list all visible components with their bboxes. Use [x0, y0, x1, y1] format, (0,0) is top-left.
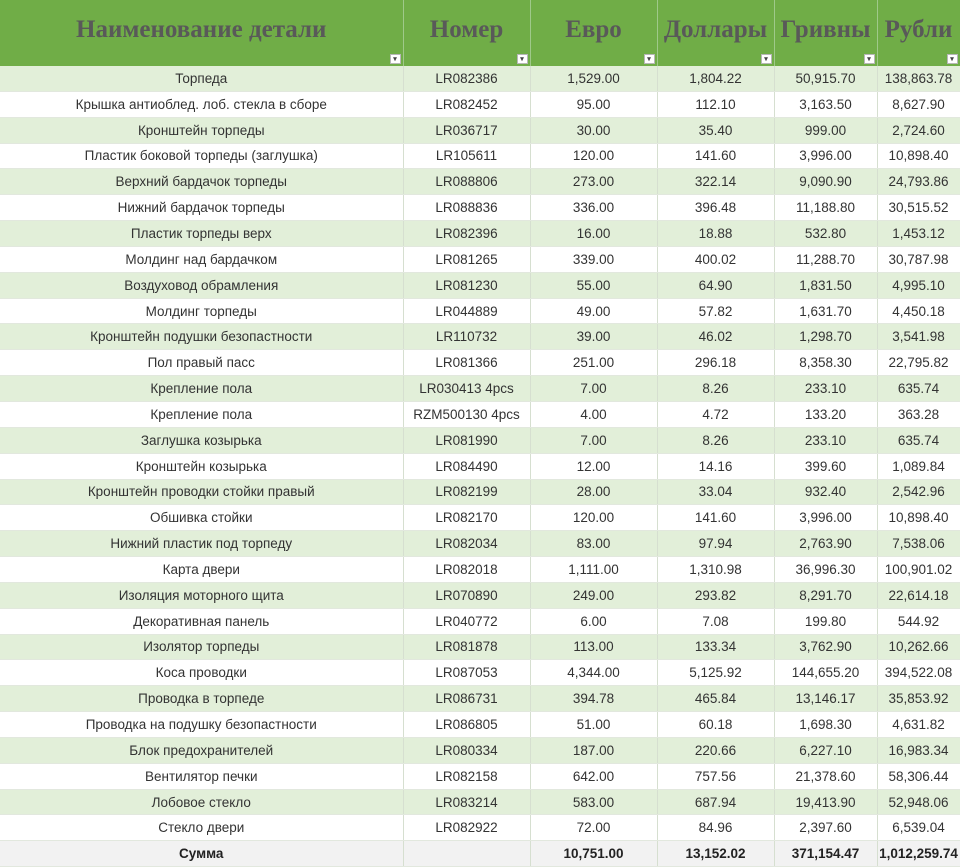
hryvnia-cell[interactable]: 1,698.30	[774, 712, 877, 738]
rubles-cell[interactable]: 35,853.92	[877, 686, 960, 712]
rubles-cell[interactable]: 3,541.98	[877, 324, 960, 350]
hryvnia-cell[interactable]: 233.10	[774, 427, 877, 453]
hryvnia-cell[interactable]: 19,413.90	[774, 789, 877, 815]
dollars-cell[interactable]: 64.90	[657, 272, 774, 298]
hryvnia-cell[interactable]: 133.20	[774, 401, 877, 427]
part-name-cell[interactable]: Проводка в торпеде	[0, 686, 403, 712]
column-header-label: Гривны	[780, 16, 871, 43]
total-label-cell[interactable]: Сумма	[0, 841, 403, 867]
rubles-cell[interactable]: 100,901.02	[877, 557, 960, 583]
dollars-cell[interactable]: 97.94	[657, 531, 774, 557]
table-row	[0, 298, 960, 324]
filter-dropdown-icon[interactable]: ▾	[390, 54, 401, 64]
part-name-cell[interactable]: Крепление пола	[0, 376, 403, 402]
hryvnia-cell[interactable]: 11,188.80	[774, 195, 877, 221]
rubles-cell[interactable]: 1,089.84	[877, 453, 960, 479]
hryvnia-cell[interactable]: 9,090.90	[774, 169, 877, 195]
rubles-cell[interactable]: 4,995.10	[877, 272, 960, 298]
euro-cell[interactable]: 39.00	[530, 324, 657, 350]
part-number-cell[interactable]: LR082034	[403, 531, 530, 557]
part-number-cell[interactable]: LR082199	[403, 479, 530, 505]
table-row	[0, 531, 960, 557]
part-number-cell[interactable]: LR082452	[403, 91, 530, 117]
hryvnia-cell[interactable]: 8,291.70	[774, 582, 877, 608]
filter-dropdown-icon[interactable]: ▾	[517, 54, 528, 64]
euro-cell[interactable]: 55.00	[530, 272, 657, 298]
euro-cell[interactable]: 120.00	[530, 505, 657, 531]
table-footer	[0, 841, 960, 867]
dollars-cell[interactable]: 757.56	[657, 763, 774, 789]
part-number-cell[interactable]: LR036717	[403, 117, 530, 143]
part-name-cell[interactable]: Кронштейн проводки стойки правый	[0, 479, 403, 505]
table-row	[0, 789, 960, 815]
table-row	[0, 66, 960, 91]
euro-cell[interactable]: 339.00	[530, 246, 657, 272]
hryvnia-cell[interactable]: 3,996.00	[774, 143, 877, 169]
table-row	[0, 195, 960, 221]
hryvnia-cell[interactable]: 13,146.17	[774, 686, 877, 712]
dollars-cell[interactable]: 112.10	[657, 91, 774, 117]
table-row	[0, 143, 960, 169]
dollars-cell[interactable]: 18.88	[657, 221, 774, 247]
euro-cell[interactable]: 28.00	[530, 479, 657, 505]
column-header-label: Евро	[565, 16, 622, 43]
euro-cell[interactable]: 336.00	[530, 195, 657, 221]
euro-cell[interactable]: 7.00	[530, 427, 657, 453]
table-row	[0, 401, 960, 427]
column-header-euro	[530, 0, 657, 66]
part-number-cell[interactable]: LR044889	[403, 298, 530, 324]
table-row	[0, 712, 960, 738]
euro-cell[interactable]: 113.00	[530, 634, 657, 660]
part-name-cell[interactable]: Вентилятор печки	[0, 763, 403, 789]
table-row	[0, 117, 960, 143]
rubles-cell[interactable]: 394,522.08	[877, 660, 960, 686]
dollars-cell[interactable]: 400.02	[657, 246, 774, 272]
table-row	[0, 324, 960, 350]
dollars-cell[interactable]: 84.96	[657, 815, 774, 841]
part-number-cell[interactable]: LR081990	[403, 427, 530, 453]
hryvnia-cell[interactable]: 3,762.90	[774, 634, 877, 660]
hryvnia-cell[interactable]: 399.60	[774, 453, 877, 479]
rubles-cell[interactable]: 22,614.18	[877, 582, 960, 608]
table-row	[0, 427, 960, 453]
part-number-cell[interactable]: LR070890	[403, 582, 530, 608]
euro-cell[interactable]: 273.00	[530, 169, 657, 195]
part-name-cell[interactable]: Нижний бардачок торпеды	[0, 195, 403, 221]
part-name-cell[interactable]: Пластик торпеды верх	[0, 221, 403, 247]
hryvnia-cell[interactable]: 1,631.70	[774, 298, 877, 324]
dollars-cell[interactable]: 141.60	[657, 143, 774, 169]
table-row	[0, 169, 960, 195]
column-header-number	[403, 0, 530, 66]
table-row	[0, 376, 960, 402]
euro-cell[interactable]: 583.00	[530, 789, 657, 815]
hryvnia-cell[interactable]: 932.40	[774, 479, 877, 505]
dollars-cell[interactable]: 141.60	[657, 505, 774, 531]
part-name-cell[interactable]: Изолятор торпеды	[0, 634, 403, 660]
part-number-cell[interactable]: LR086731	[403, 686, 530, 712]
rubles-cell[interactable]: 635.74	[877, 376, 960, 402]
part-number-cell[interactable]: LR086805	[403, 712, 530, 738]
hryvnia-cell[interactable]: 532.80	[774, 221, 877, 247]
part-name-cell[interactable]: Кронштейн подушки безопастности	[0, 324, 403, 350]
rubles-cell[interactable]: 22,795.82	[877, 350, 960, 376]
euro-cell[interactable]: 51.00	[530, 712, 657, 738]
dollars-cell[interactable]: 220.66	[657, 737, 774, 763]
table-header	[0, 0, 960, 66]
euro-cell[interactable]: 95.00	[530, 91, 657, 117]
hryvnia-cell[interactable]: 233.10	[774, 376, 877, 402]
table-row	[0, 505, 960, 531]
table-row	[0, 91, 960, 117]
table-row	[0, 737, 960, 763]
rubles-cell[interactable]: 635.74	[877, 427, 960, 453]
table-row	[0, 453, 960, 479]
euro-cell[interactable]: 7.00	[530, 376, 657, 402]
hryvnia-cell[interactable]: 11,288.70	[774, 246, 877, 272]
euro-cell[interactable]: 16.00	[530, 221, 657, 247]
dollars-cell[interactable]: 133.34	[657, 634, 774, 660]
part-name-cell[interactable]: Коса проводки	[0, 660, 403, 686]
part-number-cell[interactable]: LR081265	[403, 246, 530, 272]
dollars-cell[interactable]: 322.14	[657, 169, 774, 195]
rubles-cell[interactable]: 4,450.18	[877, 298, 960, 324]
rubles-cell[interactable]: 8,627.90	[877, 91, 960, 117]
hryvnia-cell[interactable]: 1,831.50	[774, 272, 877, 298]
part-name-cell[interactable]: Нижний пластик под торпеду	[0, 531, 403, 557]
dollars-cell[interactable]: 4.72	[657, 401, 774, 427]
hryvnia-cell[interactable]: 199.80	[774, 608, 877, 634]
table-row	[0, 660, 960, 686]
dollars-cell[interactable]: 396.48	[657, 195, 774, 221]
part-number-cell[interactable]: LR083214	[403, 789, 530, 815]
part-number-cell[interactable]: LR080334	[403, 737, 530, 763]
euro-cell[interactable]: 12.00	[530, 453, 657, 479]
table-row	[0, 763, 960, 789]
part-name-cell[interactable]: Стекло двери	[0, 815, 403, 841]
part-number-cell[interactable]: LR082922	[403, 815, 530, 841]
table-row	[0, 582, 960, 608]
column-header-label: Наименование детали	[76, 16, 327, 43]
part-name-cell[interactable]: Верхний бардачок торпеды	[0, 169, 403, 195]
total-number-cell[interactable]	[403, 841, 530, 867]
dollars-cell[interactable]: 7.08	[657, 608, 774, 634]
dollars-cell[interactable]: 1,804.22	[657, 66, 774, 91]
euro-cell[interactable]: 251.00	[530, 350, 657, 376]
total-euro-cell[interactable]: 10,751.00	[530, 841, 657, 867]
euro-cell[interactable]: 394.78	[530, 686, 657, 712]
hryvnia-cell[interactable]: 8,358.30	[774, 350, 877, 376]
hryvnia-cell[interactable]: 36,996.30	[774, 557, 877, 583]
euro-cell[interactable]: 120.00	[530, 143, 657, 169]
table-body	[0, 66, 960, 841]
part-name-cell[interactable]: Декоративная панель	[0, 608, 403, 634]
part-name-cell[interactable]: Воздуховод обрамления	[0, 272, 403, 298]
total-dollars-cell[interactable]: 13,152.02	[657, 841, 774, 867]
rubles-cell[interactable]: 58,306.44	[877, 763, 960, 789]
dollars-cell[interactable]: 687.94	[657, 789, 774, 815]
part-number-cell[interactable]: LR030413 4pcs	[403, 376, 530, 402]
table-row	[0, 634, 960, 660]
rubles-cell[interactable]: 30,515.52	[877, 195, 960, 221]
rubles-cell[interactable]: 6,539.04	[877, 815, 960, 841]
column-header-label: Номер	[429, 16, 504, 43]
euro-cell[interactable]: 4,344.00	[530, 660, 657, 686]
euro-cell[interactable]: 83.00	[530, 531, 657, 557]
total-hryvnia-cell[interactable]: 371,154.47	[774, 841, 877, 867]
part-number-cell[interactable]: LR081878	[403, 634, 530, 660]
dollars-cell[interactable]: 465.84	[657, 686, 774, 712]
hryvnia-cell[interactable]: 144,655.20	[774, 660, 877, 686]
part-name-cell[interactable]: Карта двери	[0, 557, 403, 583]
part-number-cell[interactable]: LR040772	[403, 608, 530, 634]
part-name-cell[interactable]: Обшивка стойки	[0, 505, 403, 531]
table-row	[0, 246, 960, 272]
part-number-cell[interactable]: LR082158	[403, 763, 530, 789]
rubles-cell[interactable]: 7,538.06	[877, 531, 960, 557]
table-row	[0, 557, 960, 583]
column-header-hryvnia	[774, 0, 877, 66]
dollars-cell[interactable]: 14.16	[657, 453, 774, 479]
part-name-cell[interactable]: Кронштейн торпеды	[0, 117, 403, 143]
part-number-cell[interactable]: RZM500130 4pcs	[403, 401, 530, 427]
rubles-cell[interactable]: 10,898.40	[877, 505, 960, 531]
part-name-cell[interactable]: Кронштейн козырька	[0, 453, 403, 479]
part-number-cell[interactable]: LR087053	[403, 660, 530, 686]
hryvnia-cell[interactable]: 2,763.90	[774, 531, 877, 557]
hryvnia-cell[interactable]: 3,163.50	[774, 91, 877, 117]
part-number-cell[interactable]: LR082018	[403, 557, 530, 583]
part-name-cell[interactable]: Пол правый пасс	[0, 350, 403, 376]
rubles-cell[interactable]: 1,453.12	[877, 221, 960, 247]
euro-cell[interactable]: 4.00	[530, 401, 657, 427]
dollars-cell[interactable]: 33.04	[657, 479, 774, 505]
part-name-cell[interactable]: Молдинг над бардачком	[0, 246, 403, 272]
euro-cell[interactable]: 1,111.00	[530, 557, 657, 583]
table-row	[0, 272, 960, 298]
filter-dropdown-icon[interactable]: ▾	[644, 54, 655, 64]
dollars-cell[interactable]: 57.82	[657, 298, 774, 324]
table-row	[0, 686, 960, 712]
euro-cell[interactable]: 249.00	[530, 582, 657, 608]
euro-cell[interactable]: 49.00	[530, 298, 657, 324]
table-row	[0, 815, 960, 841]
part-number-cell[interactable]: LR081230	[403, 272, 530, 298]
rubles-cell[interactable]: 2,542.96	[877, 479, 960, 505]
part-number-cell[interactable]: LR088836	[403, 195, 530, 221]
euro-cell[interactable]: 72.00	[530, 815, 657, 841]
part-number-cell[interactable]: LR081366	[403, 350, 530, 376]
part-name-cell[interactable]: Торпеда	[0, 66, 403, 91]
dollars-cell[interactable]: 296.18	[657, 350, 774, 376]
part-name-cell[interactable]: Молдинг торпеды	[0, 298, 403, 324]
part-number-cell[interactable]: LR082386	[403, 66, 530, 91]
rubles-cell[interactable]: 2,724.60	[877, 117, 960, 143]
part-number-cell[interactable]: LR088806	[403, 169, 530, 195]
total-row	[0, 841, 960, 867]
column-header-rubles	[877, 0, 960, 66]
part-number-cell[interactable]: LR082170	[403, 505, 530, 531]
rubles-cell[interactable]: 10,898.40	[877, 143, 960, 169]
rubles-cell[interactable]: 10,262.66	[877, 634, 960, 660]
part-number-cell[interactable]: LR110732	[403, 324, 530, 350]
rubles-cell[interactable]: 52,948.06	[877, 789, 960, 815]
dollars-cell[interactable]: 1,310.98	[657, 557, 774, 583]
dollars-cell[interactable]: 5,125.92	[657, 660, 774, 686]
column-header-label: Доллары	[663, 16, 768, 43]
rubles-cell[interactable]: 138,863.78	[877, 66, 960, 91]
part-name-cell[interactable]: Заглушка козырька	[0, 427, 403, 453]
table-row	[0, 608, 960, 634]
part-number-cell[interactable]: LR084490	[403, 453, 530, 479]
rubles-cell[interactable]: 30,787.98	[877, 246, 960, 272]
part-number-cell[interactable]: LR105611	[403, 143, 530, 169]
hryvnia-cell[interactable]: 50,915.70	[774, 66, 877, 91]
rubles-cell[interactable]: 4,631.82	[877, 712, 960, 738]
euro-cell[interactable]: 1,529.00	[530, 66, 657, 91]
euro-cell[interactable]: 30.00	[530, 117, 657, 143]
dollars-cell[interactable]: 293.82	[657, 582, 774, 608]
filter-dropdown-icon[interactable]: ▾	[761, 54, 772, 64]
column-header-label: Рубли	[884, 16, 953, 43]
hryvnia-cell[interactable]: 3,996.00	[774, 505, 877, 531]
dollars-cell[interactable]: 46.02	[657, 324, 774, 350]
euro-cell[interactable]: 6.00	[530, 608, 657, 634]
rubles-cell[interactable]: 544.92	[877, 608, 960, 634]
part-name-cell[interactable]: Пластик боковой торпеды (заглушка)	[0, 143, 403, 169]
part-name-cell[interactable]: Крышка антиоблед. лоб. стекла в сборе	[0, 91, 403, 117]
filter-dropdown-icon[interactable]: ▾	[864, 54, 875, 64]
part-name-cell[interactable]: Лобовое стекло	[0, 789, 403, 815]
rubles-cell[interactable]: 24,793.86	[877, 169, 960, 195]
part-name-cell[interactable]: Проводка на подушку безопастности	[0, 712, 403, 738]
column-header-name	[0, 0, 403, 66]
filter-dropdown-icon[interactable]: ▾	[947, 54, 958, 64]
dollars-cell[interactable]: 60.18	[657, 712, 774, 738]
hryvnia-cell[interactable]: 6,227.10	[774, 737, 877, 763]
hryvnia-cell[interactable]: 2,397.60	[774, 815, 877, 841]
euro-cell[interactable]: 642.00	[530, 763, 657, 789]
dollars-cell[interactable]: 8.26	[657, 427, 774, 453]
part-name-cell[interactable]: Крепление пола	[0, 401, 403, 427]
part-name-cell[interactable]: Блок предохранителей	[0, 737, 403, 763]
hryvnia-cell[interactable]: 21,378.60	[774, 763, 877, 789]
euro-cell[interactable]: 187.00	[530, 737, 657, 763]
table-row	[0, 479, 960, 505]
table-row	[0, 221, 960, 247]
rubles-cell[interactable]: 363.28	[877, 401, 960, 427]
part-name-cell[interactable]: Изоляция моторного щита	[0, 582, 403, 608]
part-number-cell[interactable]: LR082396	[403, 221, 530, 247]
hryvnia-cell[interactable]: 999.00	[774, 117, 877, 143]
rubles-cell[interactable]: 16,983.34	[877, 737, 960, 763]
dollars-cell[interactable]: 35.40	[657, 117, 774, 143]
hryvnia-cell[interactable]: 1,298.70	[774, 324, 877, 350]
table-row	[0, 350, 960, 376]
total-rubles-cell[interactable]: 1,012,259.74	[877, 841, 960, 867]
column-header-dollars	[657, 0, 774, 66]
dollars-cell[interactable]: 8.26	[657, 376, 774, 402]
